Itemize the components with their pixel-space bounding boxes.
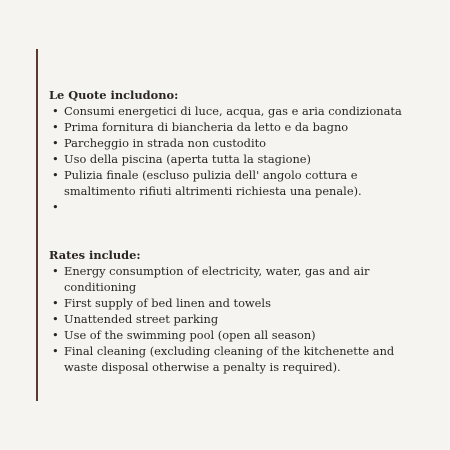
italian-list (49, 103, 421, 215)
italian-section (49, 87, 421, 215)
english-list-item: • Use of the swimming pool (open all season) (49, 327, 421, 343)
english-list (49, 263, 421, 375)
english-list-item: • Final cleaning (excluding cleaning of the kitchenette and waste disposal otherwise a penalty is required). (49, 343, 421, 375)
english-heading: Rates include: (49, 248, 141, 262)
italian-list-item: • Parcheggio in strada non custodito (49, 135, 421, 151)
italian-list-item: • Pulizia finale (escluso pulizia dell' angolo cottura e smaltimento rifiuti altrimenti richiesta una penale). (49, 167, 421, 199)
vertical-accent-rule (36, 49, 38, 401)
english-section (49, 247, 421, 375)
italian-list-item: • Consumi energetici di luce, acqua, gas e aria condizionata (49, 103, 421, 119)
italian-list-item-empty (49, 199, 421, 215)
english-list-item: • Unattended street parking (49, 311, 421, 327)
rates-content (49, 87, 421, 375)
italian-list-item: • Uso della piscina (aperta tutta la stagione) (49, 151, 421, 167)
english-list-item: • Energy consumption of electricity, water, gas and air conditioning (49, 263, 421, 295)
english-list-item: • First supply of bed linen and towels (49, 295, 421, 311)
italian-list-item: • Prima fornitura di biancheria da letto e da bagno (49, 119, 421, 135)
italian-heading: Le Quote includono: (49, 88, 179, 102)
